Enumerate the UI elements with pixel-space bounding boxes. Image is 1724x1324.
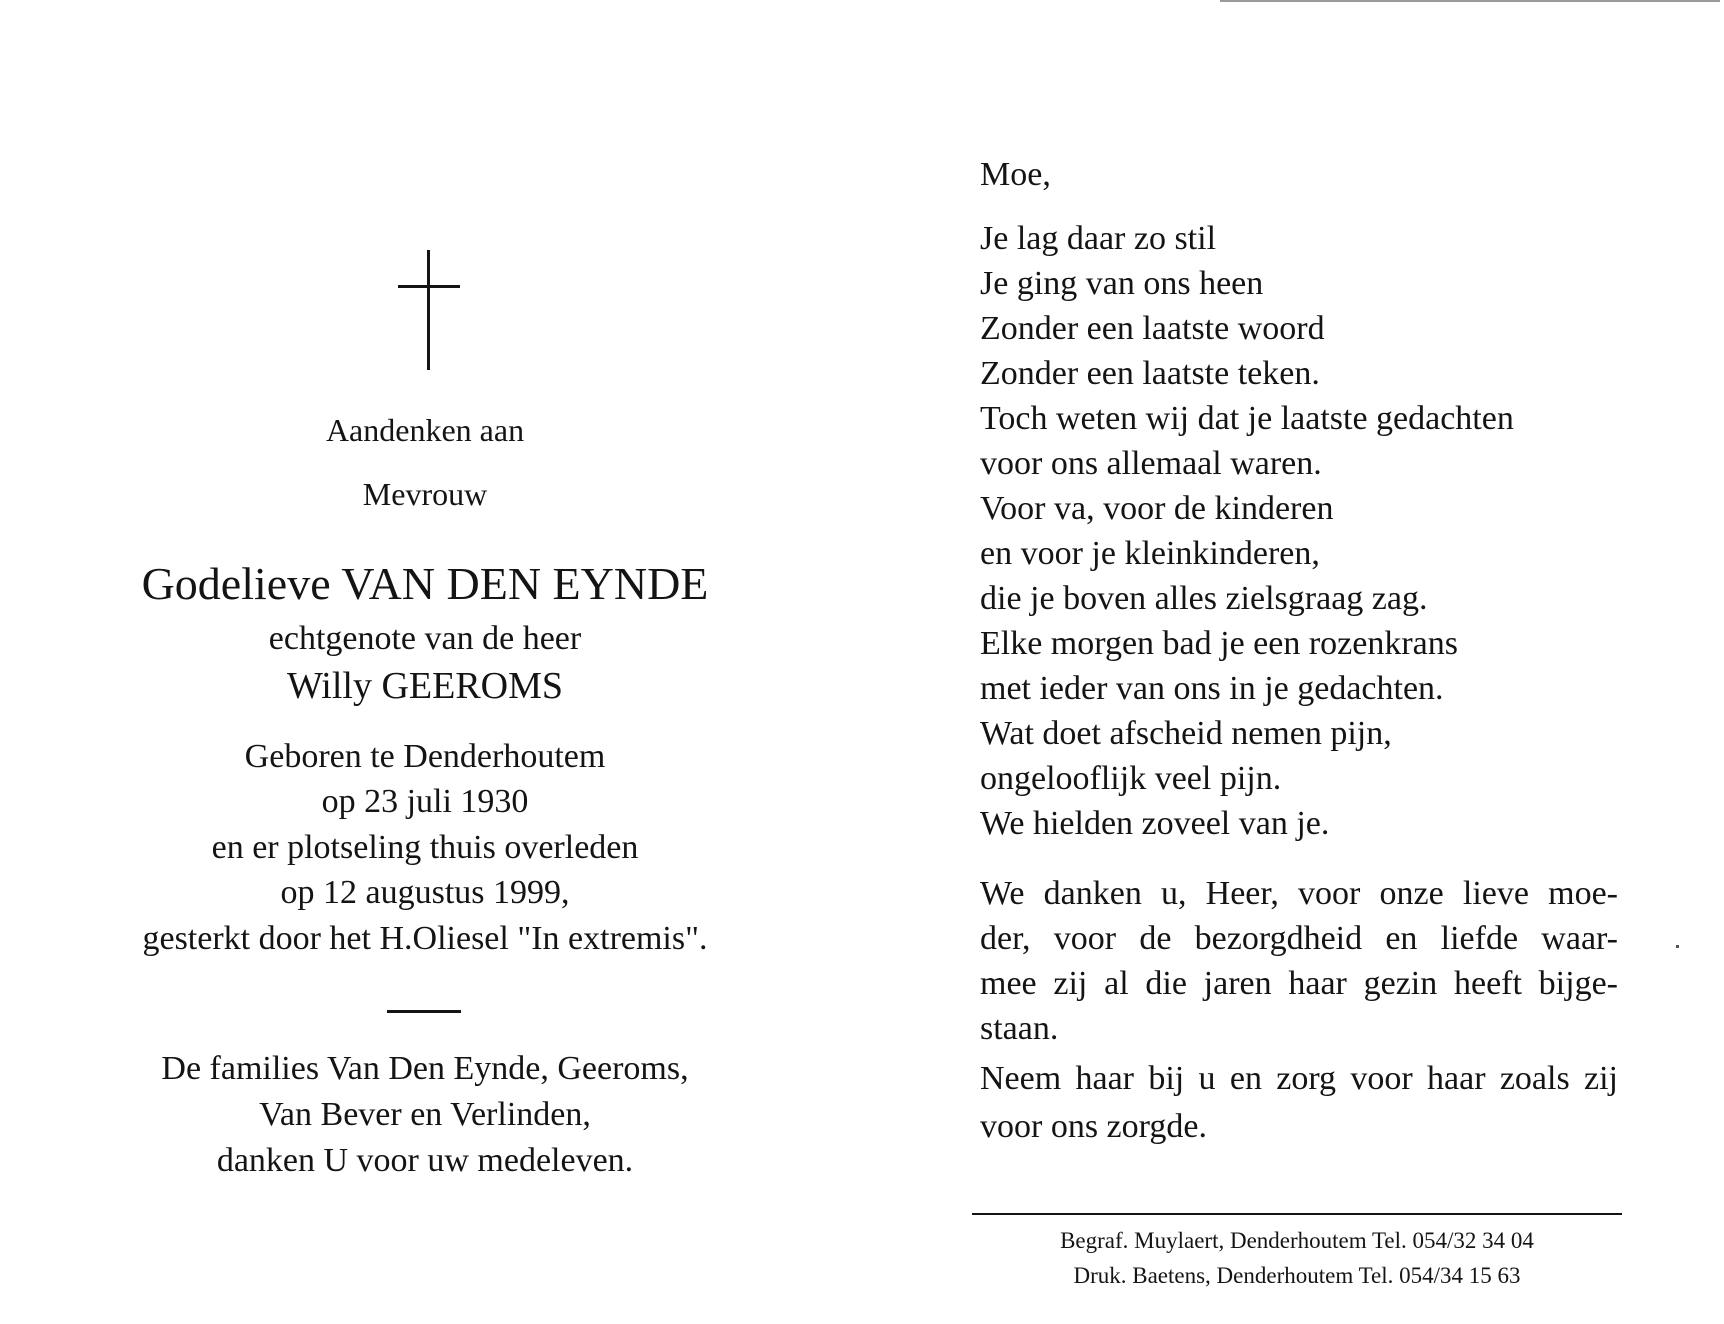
scan-edge-line: [1220, 0, 1720, 2]
poem-line: Wat doet afscheid nemen pijn,: [980, 715, 1392, 752]
prayer-line: der, voor de bezorgdheid en liefde waar-: [980, 920, 1618, 957]
prayer-line: staan.: [980, 1010, 1059, 1047]
poem-line: met ieder van ons in je gedachten.: [980, 670, 1444, 707]
memorial-heading: Aandenken aan: [325, 412, 525, 448]
poem-line: Zonder een laatste woord: [980, 310, 1325, 347]
footer-divider: [972, 1213, 1622, 1215]
deceased-name: Godelieve VAN DEN EYNDE: [141, 558, 709, 609]
birth-date: op 23 juli 1930: [321, 783, 529, 820]
poem-line: voor ons allemaal waren.: [980, 445, 1322, 482]
poem-line: die je boven alles zielsgraag zag.: [980, 580, 1428, 617]
death-line: en er plotseling thuis overleden: [211, 829, 639, 866]
poem-line: Je lag daar zo stil: [980, 220, 1217, 257]
sacrament-line: gesterkt door het H.Oliesel "In extremis".: [142, 920, 708, 957]
spouse-intro: echtgenote van de heer: [268, 620, 582, 657]
divider: [387, 1010, 461, 1013]
prayer-line: mee zij al die jaren haar gezin heeft bijge-: [980, 965, 1618, 1002]
poem-line: ongelooflijk veel pijn.: [980, 760, 1282, 797]
prayer-line: Neem haar bij u en zorg voor haar zoals zij: [980, 1060, 1618, 1097]
poem-line: Toch weten wij dat je laatste gedachten: [980, 400, 1514, 437]
poem-line: en voor je kleinkinderen,: [980, 535, 1320, 572]
poem-line: Zonder een laatste teken.: [980, 355, 1320, 392]
poem-line: Elke morgen bad je een rozenkrans: [980, 625, 1459, 662]
undertaker-credit: Begraf. Muylaert, Denderhoutem Tel. 054/32 34 04: [1060, 1228, 1534, 1253]
printer-credit: Druk. Baetens, Denderhoutem Tel. 054/34 15 63: [1073, 1263, 1521, 1288]
poem-line: Je ging van ons heen: [980, 265, 1264, 302]
prayer-line: voor ons zorgde.: [980, 1108, 1207, 1145]
birth-place: Geboren te Denderhoutem: [244, 738, 606, 775]
scan-speck: [1676, 945, 1679, 948]
families-line: De families Van Den Eynde, Geeroms,: [161, 1050, 689, 1087]
spouse-name: Willy GEEROMS: [286, 665, 564, 707]
death-date: op 12 augustus 1999,: [280, 874, 570, 911]
poem-line: We hielden zoveel van je.: [980, 805, 1330, 842]
prayer-line: We danken u, Heer, voor onze lieve moe-: [980, 875, 1618, 912]
salutation: Moe,: [980, 156, 1051, 193]
families-line: danken U voor uw medeleven.: [216, 1142, 634, 1179]
families-line: Van Bever en Verlinden,: [259, 1096, 591, 1133]
cross-icon: [398, 250, 460, 370]
honorific: Mevrouw: [362, 476, 488, 512]
poem-line: Voor va, voor de kinderen: [980, 490, 1334, 527]
